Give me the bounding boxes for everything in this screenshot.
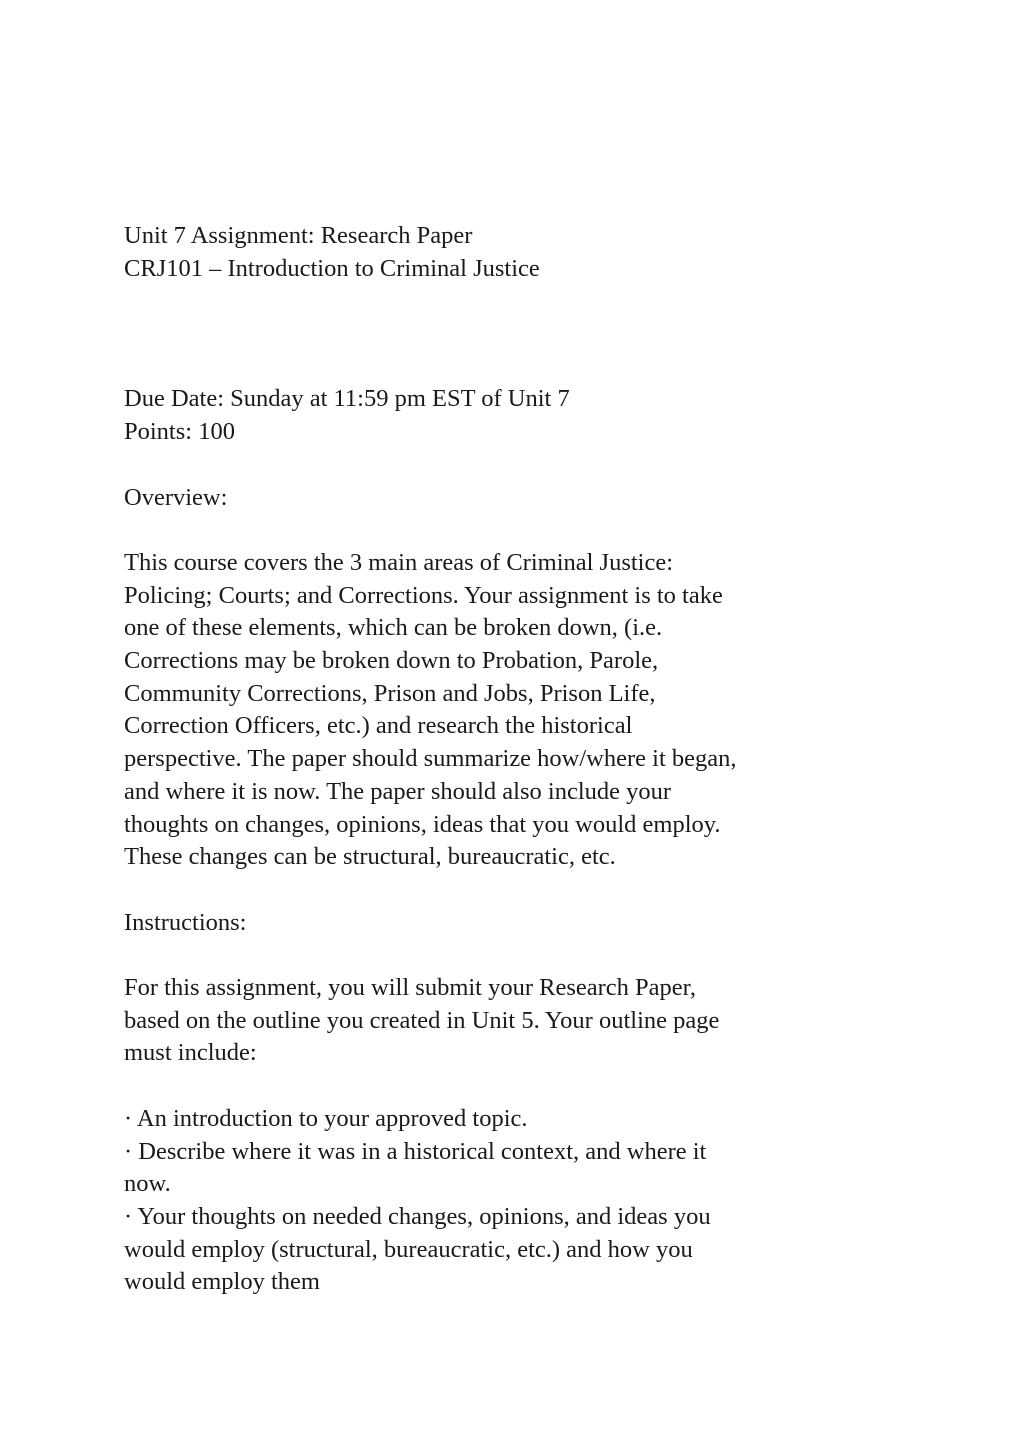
instructions-line: based on the outline you created in Unit 5. Your outline page: [124, 1006, 720, 1034]
instructions-heading: Instructions:: [124, 908, 247, 936]
overview-paragraph: [124, 547, 904, 874]
list-item: · An introduction to your approved topic.: [124, 1104, 528, 1132]
instructions-line: For this assignment, you will submit your Research Paper,: [124, 974, 696, 1001]
spacer: [124, 939, 904, 972]
overview-line: and where it is now. The paper should also include your: [124, 777, 672, 805]
overview-line: Corrections may be broken down to Probation, Parole,: [124, 647, 659, 674]
spacer: [124, 449, 904, 482]
points: Points: 100: [124, 418, 235, 446]
course-name: CRJ101 – Introduction to Criminal Justice: [124, 254, 540, 282]
spacer: [124, 874, 904, 907]
overview-line: Policing; Courts; and Corrections. Your assignment is to take: [124, 581, 723, 609]
document-title: Unit 7 Assignment: Research Paper: [124, 222, 473, 249]
spacer: [124, 514, 904, 547]
list-item: · Describe where it was in a historical context, and where it: [124, 1137, 707, 1165]
overview-line: Community Corrections, Prison and Jobs, Prison Life,: [124, 679, 656, 707]
list-item: would employ (structural, bureaucratic, etc.) and how you: [124, 1235, 693, 1263]
overview-line: These changes can be structural, bureaucratic, etc.: [124, 843, 616, 871]
list-item: would employ them: [124, 1268, 320, 1296]
requirements-list: [124, 1103, 904, 1299]
overview-line: one of these elements, which can be broken down, (i.e.: [124, 614, 663, 642]
list-item: now.: [124, 1170, 171, 1198]
overview-heading: Overview:: [124, 483, 228, 511]
document-page: [124, 220, 904, 1299]
spacer: [124, 285, 904, 383]
overview-line: thoughts on changes, opinions, ideas that you would employ.: [124, 810, 721, 838]
list-item: · Your thoughts on needed changes, opinions, and ideas you: [124, 1202, 711, 1230]
overview-line: Correction Officers, etc.) and research the historical: [124, 712, 633, 740]
due-date: Due Date: Sunday at 11:59 pm EST of Unit 7: [124, 385, 570, 413]
instructions-line: must include:: [124, 1039, 257, 1067]
overview-line: perspective. The paper should summarize how/where it began,: [124, 745, 737, 773]
overview-line: This course covers the 3 main areas of Criminal Justice:: [124, 548, 674, 576]
spacer: [124, 1070, 904, 1103]
instructions-paragraph: [124, 972, 904, 1070]
